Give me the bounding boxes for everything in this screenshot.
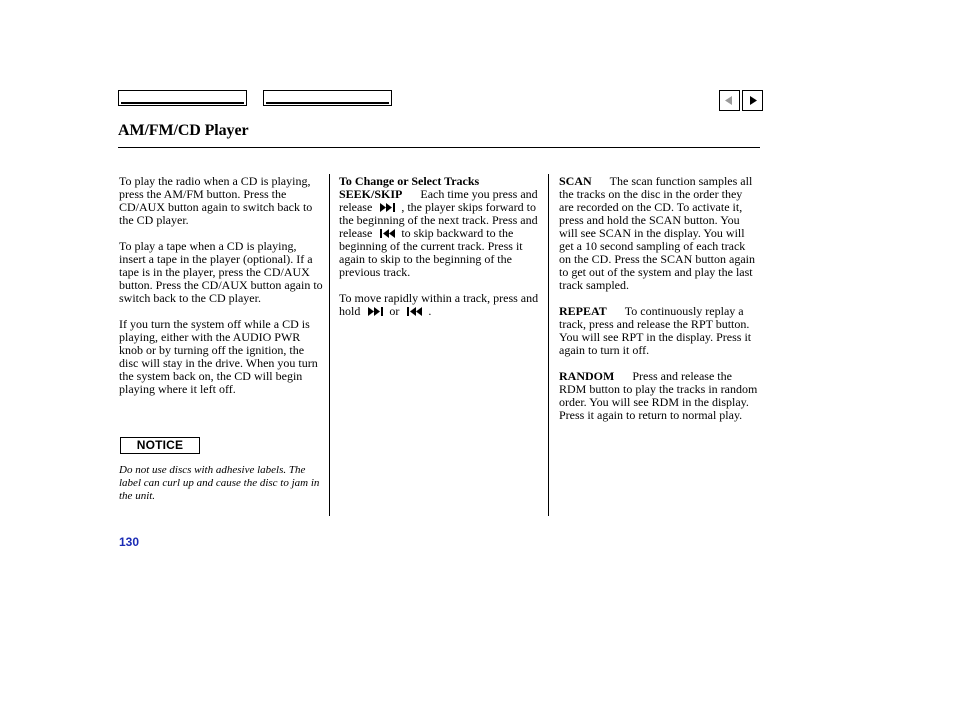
page-title: AM/FM/CD Player	[118, 122, 249, 139]
column-2	[339, 175, 542, 331]
column-1	[119, 175, 325, 409]
next-page-button[interactable]	[742, 90, 763, 111]
seek-text-a: Each time you press and release	[339, 187, 538, 214]
page-number: 130	[119, 535, 140, 549]
right-arrow-icon	[743, 91, 762, 110]
notice-text: Do not use discs with adhesive labels. The label can curl up and cause the disc to jam in the unit.	[119, 464, 320, 502]
skip-back-icon	[379, 229, 397, 238]
repeat-text: To continuously replay a track, press and release the RPT button. You will see RPT in the display. Press it again to turn it off.	[559, 304, 752, 357]
prev-page-button[interactable]	[719, 90, 740, 111]
skip-back-icon	[406, 307, 424, 316]
scan-label: SCAN	[559, 174, 592, 188]
radio-paragraph: To play the radio when a CD is playing, press the AM/FM button. Press the CD/AUX button again to switch back to the CD player.	[119, 174, 313, 227]
skip-forward-icon	[367, 307, 385, 316]
column-divider-1	[329, 174, 330, 516]
tracks-heading: To Change or Select Tracks	[339, 174, 480, 188]
repeat-label: REPEAT	[559, 304, 607, 318]
skip-forward-icon	[379, 203, 397, 212]
scan-text: The scan function samples all the tracks on the disc in the order they are recorded on the CD. To activate it, press and hold the SCAN button. You will see SCAN in the display. You will get a 10 second sampling of each track on the CD. Press the SCAN button again to get out of the system and play the last track sampled.	[559, 174, 755, 292]
random-label: RANDOM	[559, 369, 615, 383]
rapid-text: To move rapidly within a track, press and hold	[339, 291, 539, 318]
power-off-paragraph: If you turn the system off while a CD is playing, either with the AUDIO PWR knob or by turning off the ignition, the disc will stay in the drive. When you turn the system back on, the CD will begin playing where it left off.	[119, 317, 318, 396]
left-arrow-icon	[720, 91, 739, 110]
tape-paragraph: To play a tape when a CD is playing, insert a tape in the player (optional). If a tape is in the player, press the CD/AUX button. Press the CD/AUX button again to switch back to the CD player.	[119, 239, 323, 305]
rapid-end: .	[428, 304, 432, 318]
random-text: Press and release the RDM button to play the tracks in random order. You will see RDM in the display. Press it again to return to normal play.	[559, 369, 758, 422]
nav-tab-table-of-contents[interactable]	[263, 90, 392, 106]
seek-text-b: , the player skips forward to the beginning of the next track. Press and release	[339, 200, 538, 240]
seek-skip-label: SEEK/SKIP	[339, 187, 403, 201]
notice-label: NOTICE	[120, 437, 200, 454]
rapid-or: or	[389, 304, 400, 318]
title-divider	[118, 147, 760, 148]
column-3	[559, 175, 759, 435]
column-divider-2	[548, 174, 549, 516]
seek-text-c: to skip backward to the beginning of the current track. Press it again to skip to the beginning of the previous track.	[339, 226, 523, 279]
nav-tab-main-menu[interactable]	[118, 90, 247, 106]
